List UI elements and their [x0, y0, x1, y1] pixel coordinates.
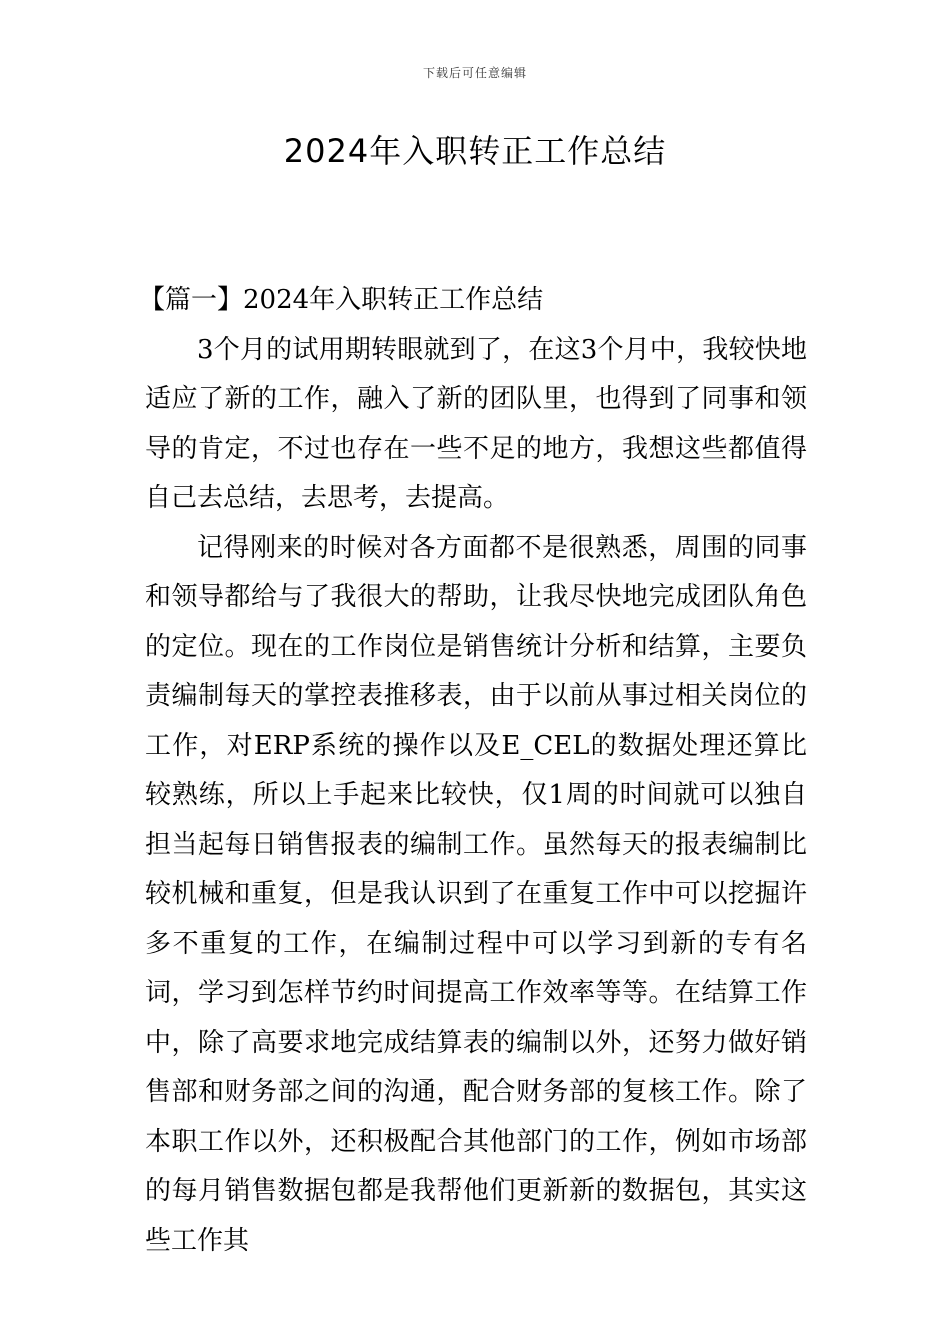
body-paragraph: 记得刚来的时候对各方面都不是很熟悉，周围的同事和领导都给与了我很大的帮助，让我尽快地完成团队角色的定位。现在的工作岗位是销售统计分析和结算，主要负责编制每天的掌控表推移表，由于以前从事过相关岗位的工作，对ERP系统的操作以及E_CEL的数据处理还算比较熟练，所以上手起来比较快，仅1周的时间就可以独自担当起每日销售报表的编制工作。虽然每天的报表编制比较机械和重复，但是我认识到了在重复工作中可以挖掘许多不重复的工作，在编制过程中可以学习到新的专有名词，学习到怎样节约时间提高工作效率等等。在结算工作中，除了高要求地完成结算表的编制以外，还努力做好销售部和财务部之间的沟通，配合财务部的复核工作。除了本职工作以外，还积极配合其他部门的工作，例如市场部的每月销售数据包都是我帮他们更新新的数据包，其实这些工作其: [145, 532, 807, 1256]
header-note: 下载后可任意编辑: [422, 66, 527, 80]
section-heading: 【篇一】2024年入职转正工作总结: [139, 285, 544, 315]
document-title: 2024年入职转正工作总结: [283, 132, 667, 170]
body-paragraph: 3个月的试用期转眼就到了，在这3个月中，我较快地适应了新的工作，融入了新的团队里，也得到了同事和领导的肯定，不过也存在一些不足的地方，我想这些都值得自己去总结，去思考，去提高。: [145, 334, 807, 513]
document-body: [139, 276, 807, 1266]
